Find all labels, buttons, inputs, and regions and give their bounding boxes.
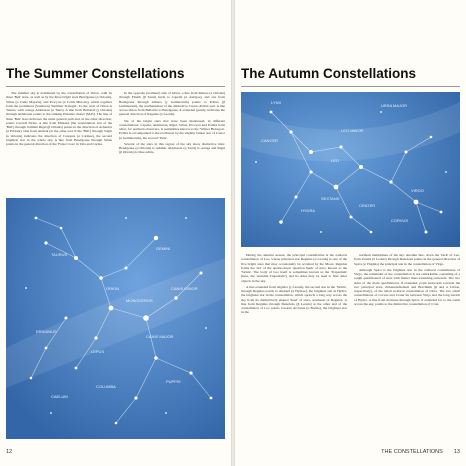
text-columns <box>241 253 460 439</box>
map-label: PUPPIS <box>166 379 181 384</box>
page-number: 13 <box>453 449 460 455</box>
map-label: LEPUS <box>91 349 105 354</box>
map-label: CRATER <box>359 203 376 208</box>
running-title: THE CONSTELLATIONS <box>381 449 443 455</box>
map-label: LYNX <box>271 100 282 105</box>
page-title: The Summer Constellations <box>6 66 185 81</box>
title-rule <box>6 86 225 87</box>
map-label: ORION <box>106 286 120 291</box>
text-column-1 <box>241 253 347 439</box>
paragraph: The summer sky is dominated by the constellation of Orion, with its three 'Belt' stars, as well as by the three bright stars Betelgeuse (α Orionis), Sirius (α Canis Majoris), and Procyon (α Canis Minoris), which together form the prominent (Southern) 'Summer Triangle'. To the west of Orion is Taurus, with orange Aldebaran (α Tauri). A line from Bellatrix (γ Orionis) through Aldebaran points to the striking Pleiades cluster (M45). The line of three 'Belt' stars indicates the same general path and, in the other direction, points towards Sirius. A line from Mintaka (the westernmost star of the 'Belt') through brilliant Rigel (β Orionis) points in the direction of Achernar (α Eridani). One from Alnitak (at the other end of the 'Belt') through Saiph (κ Orionis) indicates the direction of Canopus (α Carinae), the second brightest star in the whole sky. A line from Betelgeuse through Sirius points in the general direction of the 'False Cross' in Vela and Carina. <box>6 91 112 146</box>
map-label: ERIDANUS <box>36 329 57 334</box>
map-label: MONOCEROS <box>126 298 153 303</box>
map-label: CANIS MAJOR <box>146 334 174 339</box>
title-rule <box>241 86 460 87</box>
paragraph: A line extended from Algieba (γ Leonis), the second star in the 'Sickle', through Regulus points to Alphard (α Hydrae), the brightest star in Hydra: the brightest star in the constellation, which sprawls a long way across the sky from its distinctively shaped 'head' of stars, southeast of Regulus. A line from Regulus through Denebola (β Leonis) at the other end of the constellation of Leo points towards Arcturus (α Boötis), the brightest star in the <box>241 284 347 315</box>
page-number: 12 <box>6 449 13 455</box>
star-map-graphic <box>241 92 460 247</box>
map-label: GEMINI <box>156 246 171 251</box>
left-page <box>0 0 231 466</box>
map-label: VIRGO <box>411 188 424 193</box>
map-label: CANCER <box>261 138 278 143</box>
text-columns <box>6 91 225 191</box>
paragraph: Several of the stars in this region of the sky show distinctive tints: Betelgeuse (α Orionis) is reddish, Aldebaran (α Tauri) is orange and Rigel (β Orionis) is blue-white. <box>119 141 225 155</box>
paragraph: During the autumn season, the principal constellation is the zodiacal constellation of Leo, whose principal star Regulus (α Leonis) is one of the five bright stars that may occasionally be occulted by the Moon. Regulus forms the 'dot' of the upside-down 'question mark' of stars, known as the 'Sickle'. The body of Leo itself is sometimes known as the 'Trapezium' (here, the 'Autumn Trapezium'), and its sides may be used to find other objects in the sky. <box>241 253 347 283</box>
map-label: LEO MINOR <box>341 128 364 133</box>
map-label: URSA MAJOR <box>381 103 408 108</box>
text-column-2 <box>354 253 460 439</box>
text-column-1 <box>6 91 112 191</box>
map-label: SEXTANS <box>321 196 340 201</box>
map-label: CAELUM <box>51 394 68 399</box>
paragraph: Six of the bright stars that have been mentioned, in different constellations: Capella, Aldebaran, Rigel, Sirius, Procyon and Pollux form what, for northern observers, is sometimes known as the 'Winter Hexagon'. Pollux is accompanied to the northwest by the slightly fainter star of Castor (α Geminorum), the second 'Twin'. <box>119 118 225 140</box>
paragraph: In the opposite (northern) side of Orion, a line from Meissa (λ Orionis) through Elnath (β Tauri) leads to Capella (α Aurigae), and one from Betelgeuse through Alhena (γ Geminorum) points to Pollux (β Geminorum), the southernmost of the distinctive Castor–Pollux pair. A line across Orion from Bellatrix to Betelgeuse, if extended greatly, indicates the general direction of Regulus (α Leonis). <box>119 91 225 117</box>
map-label: HYDRA <box>301 208 316 213</box>
map-label: COLUMBA <box>96 384 116 389</box>
star-map-graphic <box>6 198 225 439</box>
map-label: LEO <box>331 158 340 163</box>
running-footer <box>381 449 460 455</box>
paragraph: Although Spica is the brightest star in the zodiacal constellation of Virgo, the remainder of the constellation is not remarkable, consisting of a rough quadrilateral of stars with fainter lines extending outwards. The two sides of the main quadrilateral, if extended, point eastwards towards the two principal stars, Zubenelschemali and Brachium (β and α Librae, respectively), of the small zodiacal constellation of Libra. The two small constellations of Corvus and Crater lie between Virgo and the long stretch of Hydra. A line from Arcturus through Spica, if extended far to the south across the sky, points to the distinctive constellation of Crux. <box>354 267 460 306</box>
autumn-star-map <box>241 92 460 247</box>
map-label: TAURUS <box>51 252 68 257</box>
summer-star-map <box>6 198 225 439</box>
map-label: CANIS MINOR <box>171 286 198 291</box>
page-title: The Autumn Constellations <box>241 66 416 81</box>
right-page <box>235 0 466 466</box>
text-column-2 <box>119 91 225 191</box>
paragraph: northern hemisphere of the sky. Another line, down the 'back' of Leo, from Zosma (δ Leonis) through Denebola points in the general direction of Spica (α Virginis) the principal star in the constellation of Virgo. <box>354 253 460 266</box>
map-label: CORVUS <box>391 218 409 223</box>
